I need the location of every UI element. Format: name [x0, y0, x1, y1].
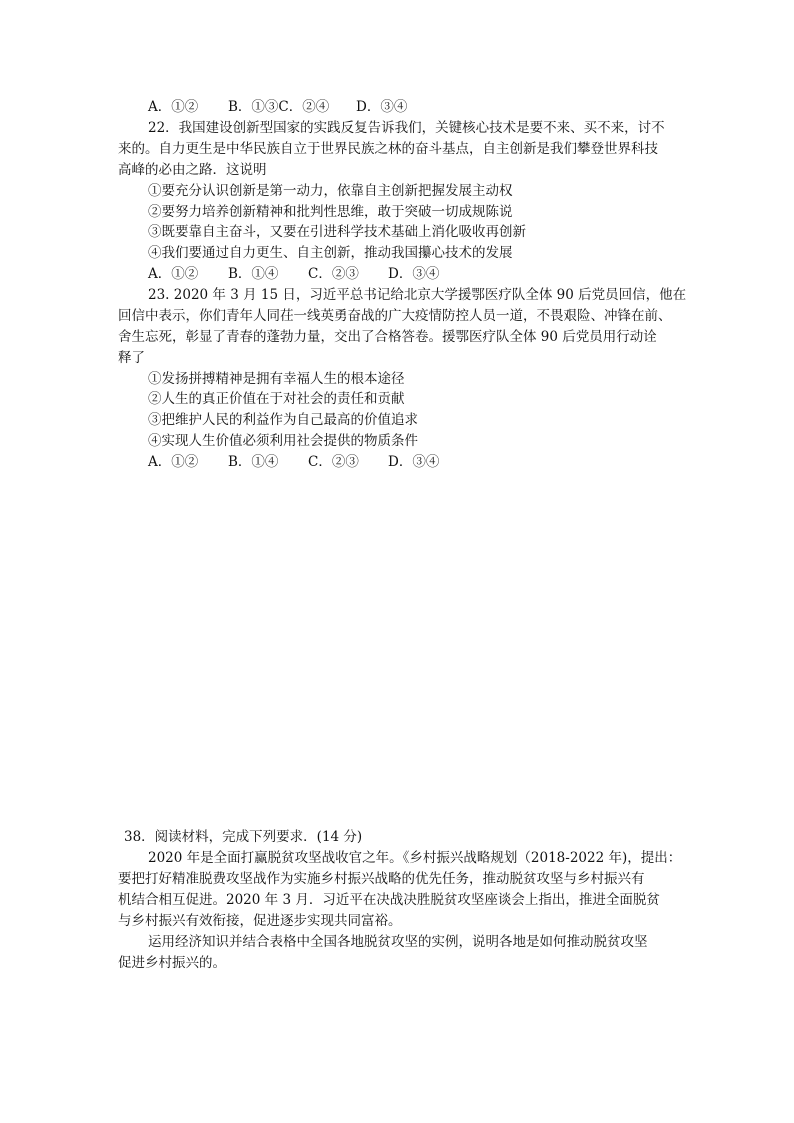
q23-stem-line-1: 23. 2020 年 3 月 15 日，习近平总书记给北京大学援鄂医疗队全体 90 后党员回信，他在	[148, 287, 687, 303]
q21-option-a: A．①②	[148, 99, 199, 115]
q23-options	[148, 452, 439, 472]
q22-options	[148, 264, 439, 284]
q22-stem-line-1: 22．我国建设创新型国家的实践反复告诉我们，关键核心技术是要不来、买不来，讨不	[148, 120, 665, 136]
q22-item-2: ②要努力培养创新精神和批判性思维，敢于突破一切成规陈说	[148, 204, 513, 220]
q38-para2-line-2: 促进乡村振兴的。	[118, 955, 226, 971]
q21-option-b: B．①③C．②④	[228, 99, 330, 115]
q23-stem-line-3: 舍生忘死，彰显了青春的蓬勃力量，交出了合格答卷。援鄂医疗队全体 90 后党员用行动诠	[118, 329, 657, 345]
q38-para1-line-4: 与乡村振兴有效衔接，促进逐步实现共同富裕。	[118, 913, 402, 929]
q23-item-1: ①发扬拼搏精神是拥有幸福人生的根本途径	[148, 371, 405, 387]
q38-para1-line-2: 要把打好精准脱费攻坚战作为实施乡村振兴战略的优先任务，推动脱贫攻坚与乡村振兴有	[118, 871, 645, 887]
q22-stem-line-3: 高峰的必由之路．这说明	[118, 162, 267, 178]
q22-option-b: B．①④	[228, 266, 279, 282]
q23-option-c: C．②③	[308, 454, 359, 470]
q23-item-3: ③把维护人民的利益作为自己最高的价值追求	[148, 412, 418, 428]
q22-option-c: C．②③	[308, 266, 359, 282]
q21-option-d: D．③④	[356, 99, 408, 115]
q23-option-a: A．①②	[148, 454, 199, 470]
q22-option-d: D．③④	[388, 266, 440, 282]
q22-option-a: A．①②	[148, 266, 199, 282]
q21-options	[148, 97, 407, 117]
q22-item-1: ①要充分认识创新是第一动力，依靠自主创新把握发展主动权	[148, 183, 513, 199]
q22-item-3: ③既要靠自主奋斗，又要在引进科学技术基础上消化吸收再创新	[148, 224, 526, 240]
q23-stem-line-2: 回信中表示，你们青年人同茌一线英勇奋战的广大疫情防控人员一道，不畏艰险、冲锋在前、	[118, 308, 672, 324]
q23-option-b: B．①④	[228, 454, 279, 470]
q23-stem-line-4: 释了	[118, 350, 145, 366]
q23-item-4: ④实现人生价值必须利用社会提供的物质条件	[148, 433, 418, 449]
q23-option-d: D．③④	[388, 454, 440, 470]
q22-item-4: ④我们要通过自力更生、自主创新，推动我国攥心技术的发展	[148, 245, 513, 261]
q38-para2-line-1: 运用经济知识并结合表格中全国各地脱贫攻坚的实例，说明各地是如何推动脱贫攻坚	[148, 934, 648, 950]
q23-item-2: ②人生的真正价值在于对社会的责任和贡献	[148, 391, 405, 407]
q38-para1-line-1: 2020 年是全面打赢脱贫攻坚战收官之年。《乡村振兴战略规划（2018-2022 年)，提出：	[148, 850, 682, 866]
q22-stem-line-2: 来的。自力更生是中华民族自立于世界民族之林的奋斗基点，自主创新是我们攀登世界科技	[118, 141, 658, 157]
q38-para1-line-3: 机结合相互促进。2020 年 3 月．习近平在决战决胜脱贫攻坚座谈会上指出，推进全面脱贫	[118, 892, 660, 908]
q38-header: 38．阅读材料，完成下列要求．(14 分)	[124, 829, 363, 845]
